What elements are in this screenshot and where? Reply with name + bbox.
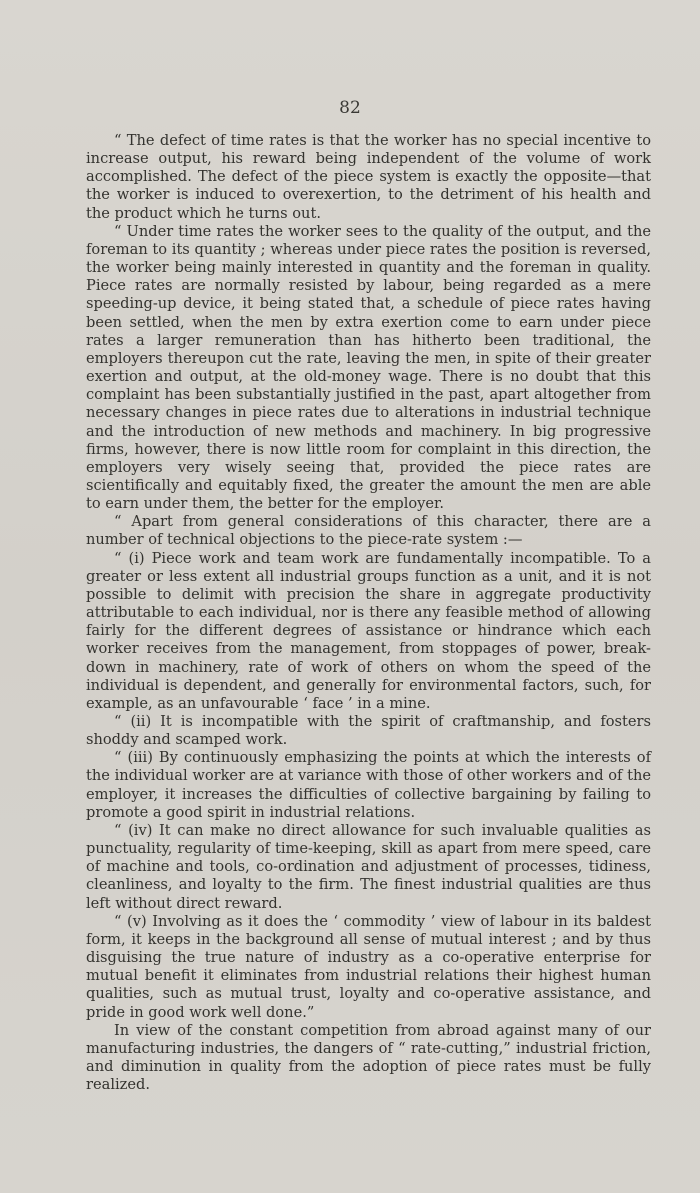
paragraph-quality-vs-quantity: “ Under time rates the worker sees to the quality of the output, and the foreman to its quantity ; whereas under piece rates the position is reversed, the worker being mainly interested in quantity and the foreman in quality. Piece rates are normally resisted by labour, being regarded as a mere speeding-up device, it being stated that, a schedule of piece rates having been settled, when the men by extra exertion come to earn under piece rates a larger remuneration than has hitherto been traditional, the employers thereupon cut the rate, leaving the men, in spite of their greater exertion and output, at the old-money wage. There is no doubt that this complaint has been substantially justified in the past, apart altogether from necessary changes in piece rates due to alterations in industrial technique and the introduction of new methods and machinery. In big progressive firms, however, there is now little room for complaint in this direction, the employers very wisely seeing that, provided the piece rates are scientifically and equitably fixed, the greater the amount the men are able to earn under them, the better for the employer. (86, 222, 651, 513)
page-number: 82 (339, 98, 361, 118)
paragraph-objection-i: “ (i) Piece work and team work are fundamentally incompatible. To a greater or less extent all industrial groups function as a unit, and it is not possible to delimit with precision the share in aggregate productivity attributable to each individual, nor is there any feasible method of allowing fairly for the different degrees of assistance or hindrance which each worker receives from the management, from stoppages of power, break-down in machinery, rate of work of others on whom the speed of the individual is dependent, and generally for environmental factors, such, for example, as an unfavourable ‘ face ’ in a mine. (86, 549, 651, 712)
paragraph-technical-objections-intro: “ Apart from general considerations of this character, there are a number of technical objections to the piece-rate system :— (86, 513, 651, 549)
paragraph-objection-iii: “ (iii) By continuously emphasizing the points at which the interests of the individual worker are at variance with those of other workers and of the employer, it increases the difficulties of collective bargaining by failing to promote a good spirit in industrial relations. (86, 749, 651, 821)
paragraph-time-vs-piece-defects: “ The defect of time rates is that the worker has no special incentive to increase output, his reward being independent of the volume of work accomplished. The defect of the piece system is exactly the opposite—that the worker is induced to overexertion, to the detriment of his health and the product which he turns out. (86, 132, 651, 222)
paragraph-conclusion: In view of the constant competition from abroad against many of our manufacturing industries, the dangers of “ rate-cutting,” industrial friction, and diminution in quality from the adoption of piece rates must be fully realized. (86, 1021, 651, 1094)
paragraph-objection-iv: “ (iv) It can make no direct allowance for such invaluable qualities as punctuality, regularity of time-keeping, skill as apart from mere speed, care of machine and tools, co-ordination and adjustment of processes, tidiness, cleanliness, and loyalty to the firm. The finest industrial qualities are thus left without direct reward. (86, 821, 651, 912)
paragraph-objection-ii: “ (ii) It is incompatible with the spirit of craftmanship, and fosters shoddy and scamped work. (86, 713, 651, 749)
paragraph-objection-v: “ (v) Involving as it does the ‘ commodity ’ view of labour in its baldest form, it keeps in the background all sense of mutual interest ; and by thus disguising the true nature of industry as a co-operative enterprise for mutual benefit it eliminates from industrial relations their highest human qualities, such as mutual trust, loyalty and co-operative assistance, and pride in good work well done.” (86, 912, 651, 1021)
body-text (86, 132, 651, 1094)
